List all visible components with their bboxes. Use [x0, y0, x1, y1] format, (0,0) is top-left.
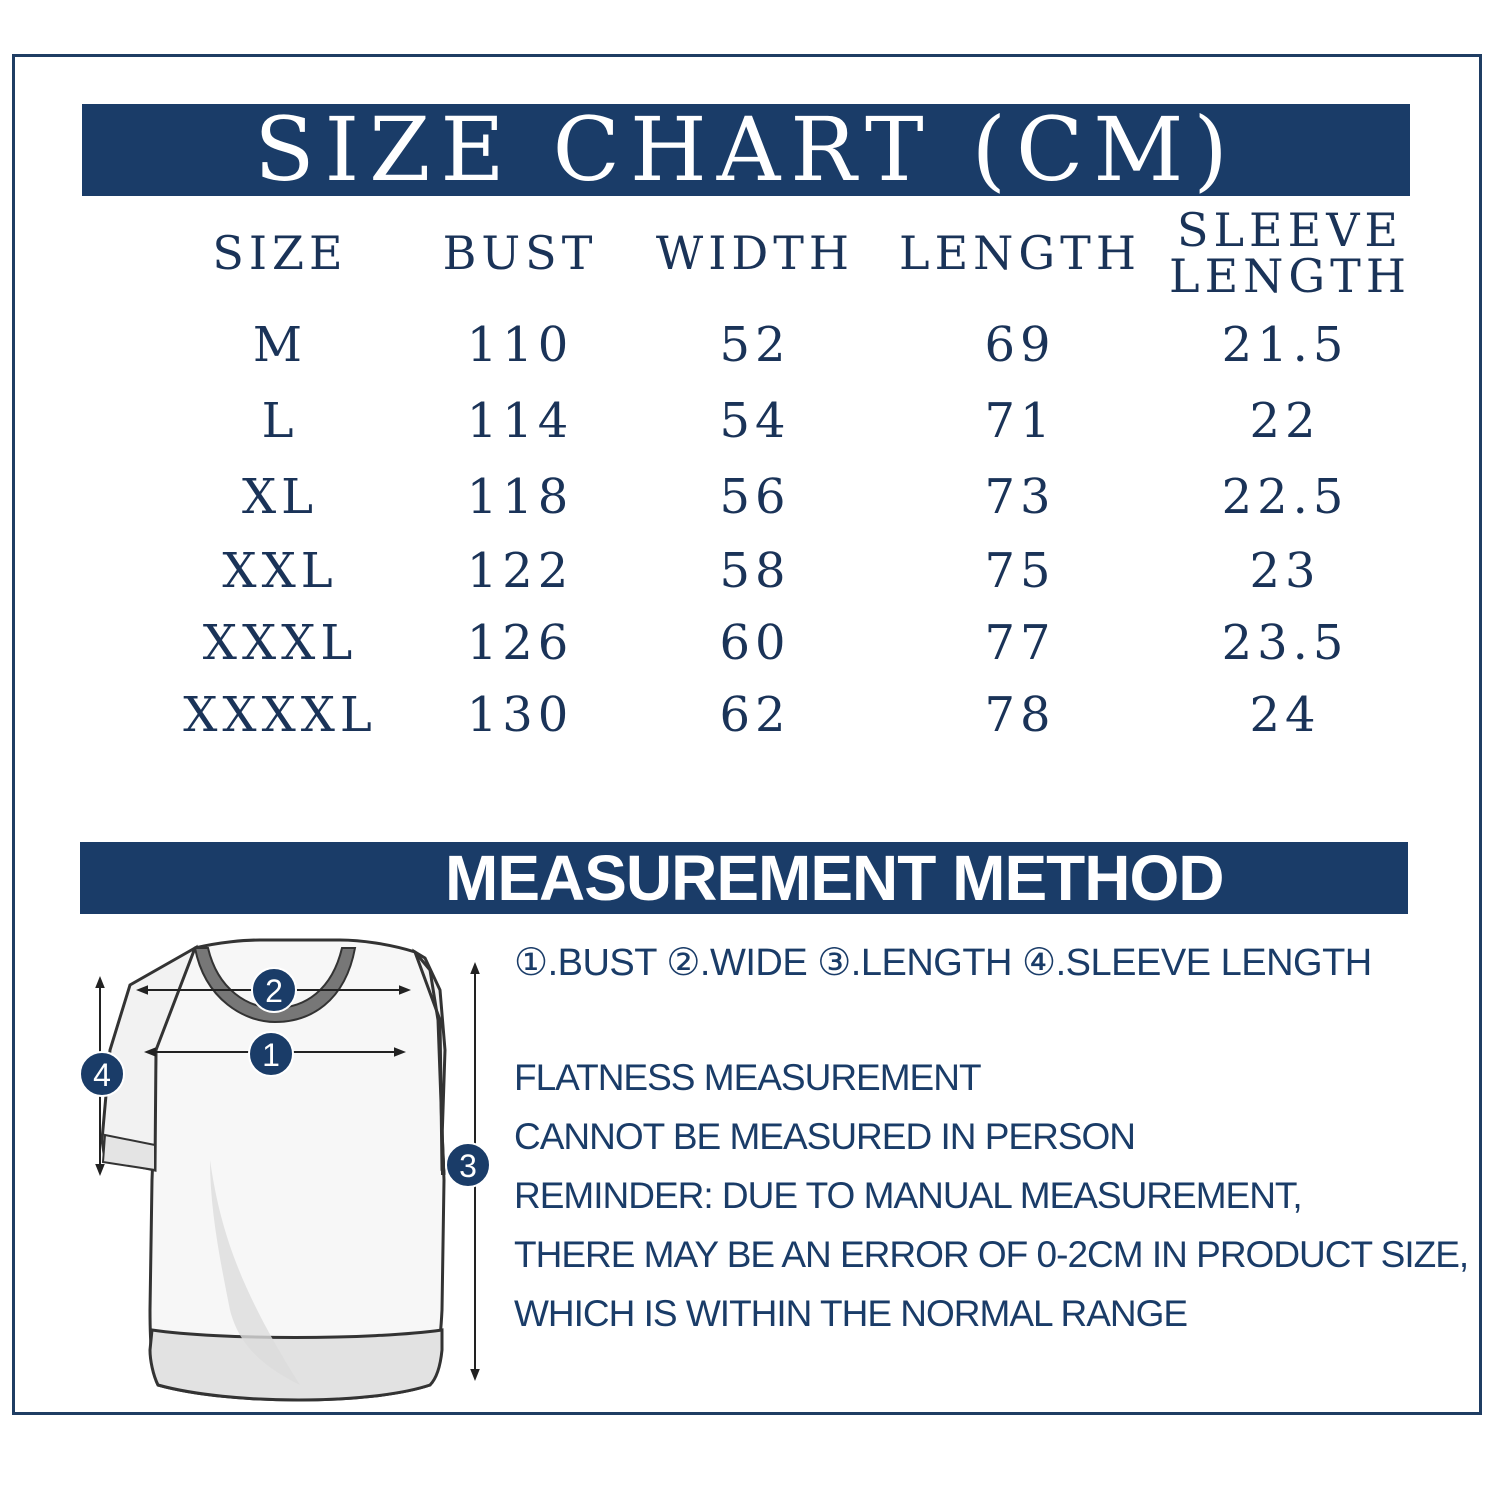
hem-band — [150, 1330, 442, 1400]
table-cell-sleeve: 21.5 — [1221, 317, 1349, 373]
table-cell-size: M — [252, 317, 308, 373]
table-cell-length: 77 — [984, 615, 1056, 671]
table-cell-size: L — [261, 393, 299, 449]
marker-4 — [80, 1052, 124, 1096]
table-cell-size: XXXL — [202, 615, 358, 671]
table-cell-length: 78 — [984, 687, 1056, 743]
table-cell-length: 69 — [984, 317, 1056, 373]
marker-4-label: 4 — [93, 1057, 111, 1093]
marker-3-label: 3 — [459, 1148, 477, 1184]
table-cell-sleeve: 22.5 — [1221, 469, 1349, 525]
table-cell-width: 62 — [719, 687, 791, 743]
marker-1 — [249, 1032, 293, 1076]
table-cell-width: 60 — [719, 615, 791, 671]
measurement-notes — [514, 1048, 1468, 1343]
table-cell-sleeve: 23 — [1249, 543, 1321, 599]
tshirt-diagram — [70, 930, 510, 1410]
measurement-legend: ①.BUST ②.WIDE ③.LENGTH ④.SLEEVE LENGTH — [514, 942, 1372, 984]
note-line: THERE MAY BE AN ERROR OF 0-2CM IN PRODUCT SIZE, — [514, 1234, 1469, 1275]
note-line: CANNOT BE MEASURED IN PERSON — [514, 1116, 1135, 1157]
table-cell-bust: 130 — [466, 687, 574, 743]
size-chart-title: SIZE CHART (CM) — [82, 104, 1410, 196]
column-header-length: LENGTH — [899, 226, 1141, 280]
table-cell-width: 54 — [719, 393, 791, 449]
table-cell-bust: 122 — [466, 543, 574, 599]
table-cell-length: 73 — [984, 469, 1056, 525]
table-cell-size: XL — [241, 469, 319, 525]
table-cell-width: 58 — [719, 543, 791, 599]
note-line: WHICH IS WITHIN THE NORMAL RANGE — [514, 1293, 1188, 1334]
table-cell-length: 75 — [984, 543, 1056, 599]
measurement-method-title: MEASUREMENT METHOD — [80, 842, 1408, 914]
table-cell-bust: 114 — [466, 393, 574, 449]
table-cell-bust: 118 — [466, 469, 574, 525]
marker-1-label: 1 — [262, 1037, 280, 1073]
table-cell-sleeve: 22 — [1249, 393, 1321, 449]
note-line: REMINDER: DUE TO MANUAL MEASUREMENT, — [514, 1175, 1302, 1216]
table-cell-length: 71 — [984, 393, 1056, 449]
column-header-sleeve-length: SLEEVE LENGTH — [1169, 203, 1411, 303]
column-header-bust: BUST — [442, 226, 598, 280]
marker-2-label: 2 — [265, 973, 283, 1009]
table-cell-size: XXL — [222, 543, 338, 599]
table-cell-bust: 110 — [466, 317, 574, 373]
marker-3 — [446, 1143, 490, 1187]
table-cell-width: 56 — [719, 469, 791, 525]
note-line: FLATNESS MEASUREMENT — [514, 1057, 981, 1098]
column-header-width: WIDTH — [655, 226, 855, 280]
table-cell-sleeve: 24 — [1249, 687, 1321, 743]
table-cell-bust: 126 — [466, 615, 574, 671]
column-header-size: SIZE — [212, 226, 348, 280]
table-cell-sleeve: 23.5 — [1221, 615, 1349, 671]
marker-2 — [252, 968, 296, 1012]
table-cell-width: 52 — [719, 317, 791, 373]
table-cell-size: XXXXL — [183, 687, 377, 743]
